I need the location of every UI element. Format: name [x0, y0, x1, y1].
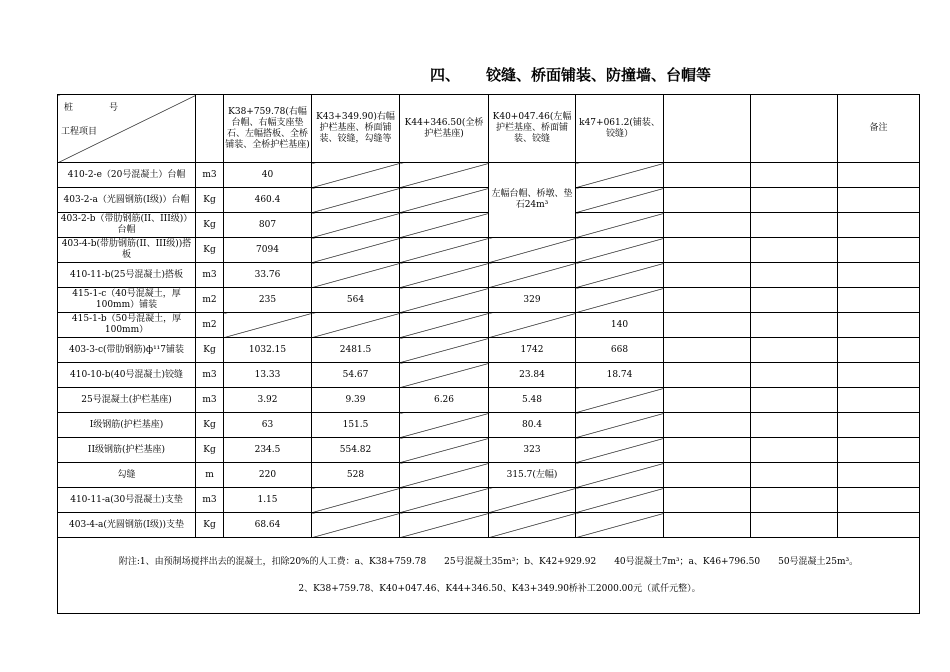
blank-cell	[664, 238, 751, 263]
item-cell: 410-10-b(40号混凝土)铰缝	[58, 363, 196, 388]
item-cell: 25号混凝土(护栏基座)	[58, 388, 196, 413]
item-cell: 415-1-b（50号混凝土，厚100mm）	[58, 313, 196, 338]
empty-slashed-cell	[576, 238, 664, 263]
remark-cell	[838, 488, 920, 513]
unit-cell: m2	[196, 313, 224, 338]
item-cell: II级钢筋(护栏基座)	[58, 438, 196, 463]
empty-slashed-cell	[489, 513, 576, 538]
blank-cell	[751, 338, 838, 363]
blank-cell	[751, 413, 838, 438]
unit-cell: Kg	[196, 238, 224, 263]
value-cell: 7094	[224, 238, 312, 263]
notes-cell	[58, 538, 920, 614]
blank-cell	[664, 163, 751, 188]
value-cell: 6.26	[400, 388, 489, 413]
notes-row	[58, 538, 920, 614]
empty-slashed-cell	[312, 313, 400, 338]
empty-slashed-cell	[489, 313, 576, 338]
blank-cell	[751, 488, 838, 513]
blank-cell	[751, 438, 838, 463]
empty-slashed-cell	[400, 438, 489, 463]
empty-slashed-cell	[312, 163, 400, 188]
unit-cell: Kg	[196, 513, 224, 538]
blank-cell	[664, 188, 751, 213]
value-cell: 235	[224, 288, 312, 313]
value-cell: 1.15	[224, 488, 312, 513]
header-col5: k47+061.2(铺装、铰缝）	[576, 95, 664, 163]
value-cell: 315.7(左幅)	[489, 463, 576, 488]
table-row	[58, 488, 920, 513]
empty-slashed-cell	[576, 438, 664, 463]
empty-slashed-cell	[400, 213, 489, 238]
item-cell: 410-11-b(25号混凝土)搭板	[58, 263, 196, 288]
header-blank-cell	[751, 95, 838, 163]
value-cell: 18.74	[576, 363, 664, 388]
corner-item-label: 工程项目	[61, 127, 98, 137]
blank-cell	[751, 163, 838, 188]
table-row	[58, 513, 920, 538]
empty-slashed-cell	[400, 188, 489, 213]
remark-cell	[838, 338, 920, 363]
item-cell: 415-1-c（40号混凝土，厚100mm）铺装	[58, 288, 196, 313]
value-cell: 63	[224, 413, 312, 438]
unit-cell: Kg	[196, 438, 224, 463]
table-row	[58, 288, 920, 313]
header-col3: K44+346.50(全桥护栏基座)	[400, 95, 489, 163]
item-cell: 403-3-c(带肋钢筋)ф¹¹7铺装	[58, 338, 196, 363]
unit-cell: Kg	[196, 413, 224, 438]
table-row	[58, 463, 920, 488]
value-cell: 23.84	[489, 363, 576, 388]
table-row	[58, 238, 920, 263]
header-blank-cell	[664, 95, 751, 163]
blank-cell	[664, 338, 751, 363]
blank-cell	[664, 513, 751, 538]
blank-cell	[751, 238, 838, 263]
empty-slashed-cell	[576, 288, 664, 313]
header-col1: K38+759.78(右幅台帽、右幅支座垫石、左幅搭板、全桥铺装、全桥护栏基座)	[224, 95, 312, 163]
item-cell: 403-2-a（光圆钢筋(I级)）台帽	[58, 188, 196, 213]
blank-cell	[664, 213, 751, 238]
value-cell: 54.67	[312, 363, 400, 388]
value-cell: 234.5	[224, 438, 312, 463]
unit-cell: m	[196, 463, 224, 488]
blank-cell	[664, 488, 751, 513]
table-row	[58, 263, 920, 288]
item-cell: 410-11-a(30号混凝土)支垫	[58, 488, 196, 513]
value-cell: 80.4	[489, 413, 576, 438]
merged-note-cell: 左幅台帽、桥墩、垫石24m³	[489, 163, 576, 238]
value-cell: 807	[224, 213, 312, 238]
empty-slashed-cell	[576, 463, 664, 488]
value-cell: 528	[312, 463, 400, 488]
remark-cell	[838, 238, 920, 263]
corner-pile-label: 桩	[64, 103, 74, 113]
note-line-1: 附注:1、由预制场搅拌出去的混凝土，扣除20%的人工费：a、K38+759.78 25号混凝土35m³；b、K42+929.92 40号混凝土7m³；a、K46+796.50 50号混凝土25m³。	[118, 556, 859, 567]
header-remark: 备注	[838, 95, 920, 163]
corner-header-cell	[58, 95, 196, 163]
unit-cell: Kg	[196, 188, 224, 213]
item-cell: 403-4-a(光圆钢筋(I级))支垫	[58, 513, 196, 538]
remark-cell	[838, 388, 920, 413]
table-row	[58, 363, 920, 388]
empty-slashed-cell	[400, 288, 489, 313]
header-col2: K43+349.90)右幅护栏基座、桥面铺装、铰缝，勾缝等	[312, 95, 400, 163]
unit-cell: m3	[196, 488, 224, 513]
value-cell: 33.76	[224, 263, 312, 288]
blank-cell	[751, 288, 838, 313]
item-cell: 410-2-e（20号混凝土）台帽	[58, 163, 196, 188]
empty-slashed-cell	[489, 263, 576, 288]
empty-slashed-cell	[400, 513, 489, 538]
empty-slashed-cell	[312, 188, 400, 213]
value-cell: 151.5	[312, 413, 400, 438]
item-cell: 403-2-b（带肋钢筋(II、III级)）台帽	[58, 213, 196, 238]
empty-slashed-cell	[489, 488, 576, 513]
remark-cell	[838, 413, 920, 438]
unit-cell: Kg	[196, 338, 224, 363]
remark-cell	[838, 313, 920, 338]
empty-slashed-cell	[576, 263, 664, 288]
empty-slashed-cell	[489, 238, 576, 263]
remark-cell	[838, 188, 920, 213]
unit-cell: m3	[196, 388, 224, 413]
remark-cell	[838, 363, 920, 388]
unit-cell: Kg	[196, 213, 224, 238]
empty-slashed-cell	[224, 313, 312, 338]
blank-cell	[664, 463, 751, 488]
value-cell: 140	[576, 313, 664, 338]
remark-cell	[838, 263, 920, 288]
blank-cell	[664, 413, 751, 438]
value-cell: 564	[312, 288, 400, 313]
value-cell: 1032.15	[224, 338, 312, 363]
value-cell: 9.39	[312, 388, 400, 413]
note-line-2: 2、K38+759.78、K40+047.46、K44+346.50、K43+349.90桥补工2000.00元（贰仟元整）。	[298, 583, 701, 594]
empty-slashed-cell	[400, 263, 489, 288]
value-cell: 3.92	[224, 388, 312, 413]
title-text: 铰缝、桥面铺装、防撞墙、台帽等	[486, 66, 712, 84]
empty-slashed-cell	[312, 513, 400, 538]
remark-cell	[838, 163, 920, 188]
blank-cell	[664, 288, 751, 313]
table-row	[58, 438, 920, 463]
blank-cell	[664, 438, 751, 463]
corner-number-label: 号	[109, 103, 119, 113]
blank-cell	[664, 388, 751, 413]
empty-slashed-cell	[576, 513, 664, 538]
header-col4: K40+047.46(左幅护栏基座、桥面铺装、铰缝	[489, 95, 576, 163]
empty-slashed-cell	[576, 413, 664, 438]
value-cell: 220	[224, 463, 312, 488]
blank-cell	[664, 263, 751, 288]
value-cell: 554.82	[312, 438, 400, 463]
value-cell: 68.64	[224, 513, 312, 538]
value-cell: 329	[489, 288, 576, 313]
empty-slashed-cell	[312, 263, 400, 288]
blank-cell	[664, 363, 751, 388]
value-cell: 13.33	[224, 363, 312, 388]
empty-slashed-cell	[312, 213, 400, 238]
blank-cell	[751, 263, 838, 288]
unit-cell: m3	[196, 363, 224, 388]
empty-slashed-cell	[576, 388, 664, 413]
blank-cell	[751, 363, 838, 388]
item-cell: 勾缝	[58, 463, 196, 488]
empty-slashed-cell	[576, 188, 664, 213]
empty-slashed-cell	[400, 313, 489, 338]
remark-cell	[838, 513, 920, 538]
value-cell: 1742	[489, 338, 576, 363]
value-cell: 323	[489, 438, 576, 463]
blank-cell	[751, 313, 838, 338]
empty-slashed-cell	[576, 213, 664, 238]
table-row	[58, 163, 920, 188]
blank-cell	[751, 513, 838, 538]
blank-cell	[751, 213, 838, 238]
table-row	[58, 338, 920, 363]
empty-slashed-cell	[400, 463, 489, 488]
empty-slashed-cell	[576, 163, 664, 188]
empty-slashed-cell	[312, 488, 400, 513]
item-cell: I级钢筋(护栏基座)	[58, 413, 196, 438]
empty-slashed-cell	[312, 238, 400, 263]
header-row	[58, 95, 920, 163]
value-cell: 2481.5	[312, 338, 400, 363]
value-cell: 460.4	[224, 188, 312, 213]
blank-cell	[751, 388, 838, 413]
table-row	[58, 313, 920, 338]
table-row	[58, 413, 920, 438]
remark-cell	[838, 463, 920, 488]
blank-cell	[751, 188, 838, 213]
blank-cell	[664, 313, 751, 338]
unit-cell: m2	[196, 288, 224, 313]
quantity-table	[57, 94, 920, 614]
page-title	[430, 64, 850, 85]
empty-slashed-cell	[400, 338, 489, 363]
empty-slashed-cell	[400, 413, 489, 438]
item-cell: 403-4-b(带肋钢筋(II、III级))搭板	[58, 238, 196, 263]
remark-cell	[838, 438, 920, 463]
value-cell: 5.48	[489, 388, 576, 413]
empty-slashed-cell	[576, 488, 664, 513]
blank-cell	[751, 463, 838, 488]
empty-slashed-cell	[400, 238, 489, 263]
value-cell: 668	[576, 338, 664, 363]
table-row	[58, 388, 920, 413]
remark-cell	[838, 213, 920, 238]
unit-cell: m3	[196, 163, 224, 188]
empty-slashed-cell	[400, 488, 489, 513]
unit-cell: m3	[196, 263, 224, 288]
empty-slashed-cell	[400, 163, 489, 188]
remark-cell	[838, 288, 920, 313]
value-cell: 40	[224, 163, 312, 188]
empty-slashed-cell	[400, 363, 489, 388]
title-number: 四、	[430, 66, 461, 84]
header-unit-cell	[196, 95, 224, 163]
